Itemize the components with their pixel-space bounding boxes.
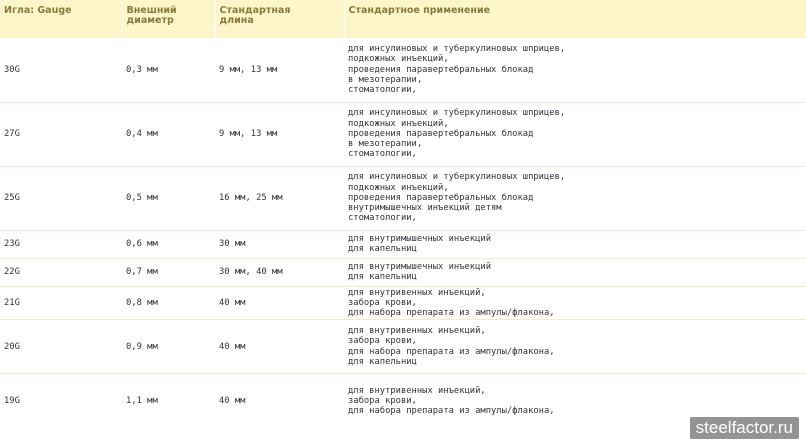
application-line: для внутривенных инъекций,: [348, 326, 486, 337]
cell-gauge: 22G: [0, 258, 122, 286]
application-line: для набора препарата из ампулы/флакона,: [348, 405, 555, 416]
application-line: внутримышечных инъекций детям: [348, 203, 502, 214]
cell-gauge: 19G: [0, 374, 122, 428]
application-line: для инсулиновых и туберкулиновых шприцев,: [348, 172, 566, 183]
application-line: стоматологии,: [348, 149, 417, 160]
header-length-line2: длина: [219, 15, 254, 26]
application-line: проведения паравертебральных блокад: [348, 128, 534, 139]
header-gauge-label: Игла: Gauge: [4, 5, 72, 16]
cell-diameter: 0,8 мм: [122, 286, 215, 320]
application-line: для инсулиновых и туберкулиновых шприцев,: [348, 44, 566, 55]
table-row: [0, 258, 806, 286]
application-line: для набора препарата из ампулы/флакона,: [348, 307, 555, 318]
application-line: в мезотерапии,: [348, 139, 423, 150]
cell-length: 9 мм, 13 мм: [215, 102, 344, 166]
table-body: [0, 38, 806, 428]
application-line: забора крови,: [348, 297, 417, 308]
cell-length: 16 мм, 25 мм: [215, 166, 344, 230]
application-line: подкожных инъекций,: [348, 118, 449, 129]
cell-length: 30 мм: [215, 230, 344, 258]
cell-gauge: 30G: [4, 64, 20, 75]
cell-application: [344, 230, 806, 258]
application-line: для внутривенных инъекций,: [348, 287, 486, 298]
cell-length: 40 мм: [215, 320, 344, 374]
application-line: для инсулиновых и туберкулиновых шприцев,: [348, 108, 566, 119]
header-diameter-line2: диаметр: [126, 15, 174, 26]
application-line: для капельниц: [348, 356, 417, 367]
application-line: проведения паравертебральных блокад: [348, 64, 534, 75]
application-line: забора крови,: [348, 336, 417, 347]
cell-application: [344, 258, 806, 286]
cell-diameter: 0,6 мм: [122, 230, 215, 258]
application-line: подкожных инъекций,: [348, 54, 449, 65]
cell-gauge: 23G: [0, 230, 122, 258]
application-line: забора крови,: [348, 395, 417, 406]
header-diameter-line1: Внешний: [126, 5, 177, 16]
cell-application: [344, 166, 806, 230]
cell-gauge: 25G: [0, 166, 122, 230]
cell-gauge: 21G: [0, 286, 122, 320]
table-row: [0, 286, 806, 320]
cell-length: 9 мм, 13 мм: [219, 64, 278, 75]
table-row: [0, 230, 806, 258]
application-line: подкожных инъекций,: [348, 182, 449, 193]
table-row: [0, 320, 806, 374]
table-row: [0, 374, 806, 428]
cell-length: 40 мм: [215, 374, 344, 428]
header-application-label: Стандартное применение: [348, 5, 491, 16]
application-line: для внутримышечных инъекций: [348, 233, 491, 244]
site-watermark: [690, 417, 799, 439]
header-standard-length: [215, 0, 344, 38]
cell-diameter: 1,1 мм: [122, 374, 215, 428]
cell-application: [344, 320, 806, 374]
application-line: для капельниц: [348, 272, 417, 282]
watermark-text: steelfactor.ru: [695, 418, 793, 437]
application-line: для внутримышечных инъекций: [348, 261, 491, 272]
cell-gauge: 27G: [0, 102, 122, 166]
cell-diameter: 0,3 мм: [126, 64, 158, 75]
application-line: для внутривенных инъекций,: [348, 385, 486, 396]
header-length-line1: Стандартная: [219, 5, 291, 16]
application-line: стоматологии,: [348, 213, 417, 224]
cell-application: [344, 102, 806, 166]
cell-length: 40 мм: [215, 286, 344, 320]
application-line: проведения паравертебральных блокад: [348, 192, 534, 203]
header-outer-diameter: [122, 0, 215, 38]
table-row: [0, 38, 806, 102]
cell-gauge: 20G: [0, 320, 122, 374]
application-line: стоматологии,: [348, 85, 417, 96]
table-row: [0, 166, 806, 230]
table-header: [0, 0, 806, 38]
cell-diameter: 0,7 мм: [122, 258, 215, 286]
application-line: для набора препарата из ампулы/флакона,: [348, 346, 555, 357]
table-row: [0, 102, 806, 166]
cell-diameter: 0,4 мм: [122, 102, 215, 166]
cell-application: [344, 286, 806, 320]
header-standard-application: [344, 0, 806, 38]
application-line: для капельниц: [348, 244, 417, 254]
cell-diameter: 0,5 мм: [122, 166, 215, 230]
cell-application: [344, 38, 806, 102]
cell-diameter: 0,9 мм: [122, 320, 215, 374]
header-row: [0, 0, 806, 38]
cell-length: 30 мм, 40 мм: [215, 258, 344, 286]
header-gauge: [0, 0, 122, 38]
application-line: в мезотерапии,: [348, 74, 423, 85]
